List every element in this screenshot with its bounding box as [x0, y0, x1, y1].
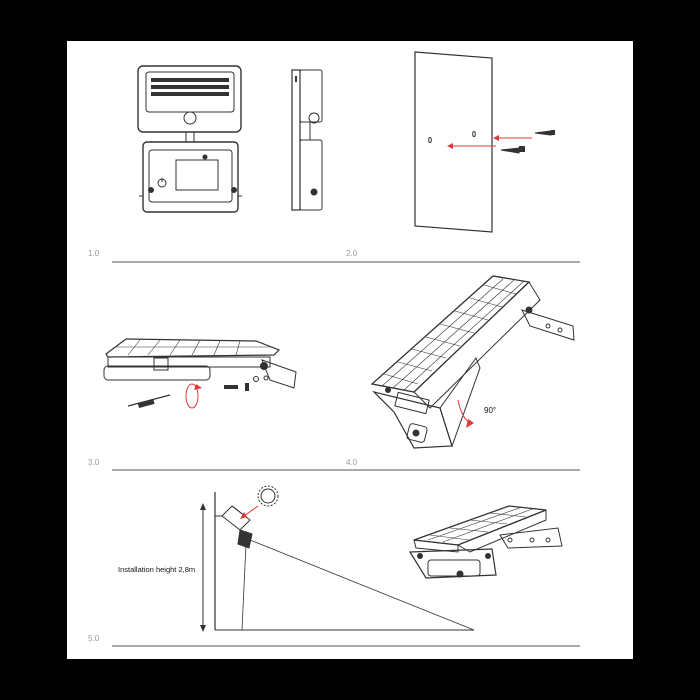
sun-icon [258, 486, 278, 506]
mounted-lamp [215, 506, 252, 548]
power-button-icon [158, 178, 166, 187]
rotate-arrow [186, 384, 202, 408]
installation-height-label: Installation height 2,8m [118, 565, 196, 574]
light-cone [215, 540, 474, 630]
wall-panel [415, 52, 492, 232]
solar-unit-bracket-assembly [104, 339, 296, 388]
solar-unit-rotated [372, 276, 574, 448]
sunlight-arrow [240, 506, 258, 519]
led-array [151, 78, 229, 96]
step-label-5: 5.0 [88, 634, 100, 643]
step-label-2: 2.0 [346, 249, 358, 258]
step-label-1: 1.0 [88, 249, 100, 258]
lamp-front-view [138, 66, 242, 212]
height-dimension [200, 503, 206, 632]
rotation-label: 90° [484, 406, 497, 415]
screws [224, 383, 249, 391]
wall-plug-icon [501, 130, 555, 153]
step-label-3: 3.0 [88, 458, 100, 467]
step-label-4: 4.0 [346, 458, 358, 467]
screwdriver-icon [128, 395, 170, 408]
solar-unit-mounted [410, 506, 562, 578]
motion-sensor-icon [184, 112, 196, 124]
lamp-side-view [292, 70, 322, 210]
